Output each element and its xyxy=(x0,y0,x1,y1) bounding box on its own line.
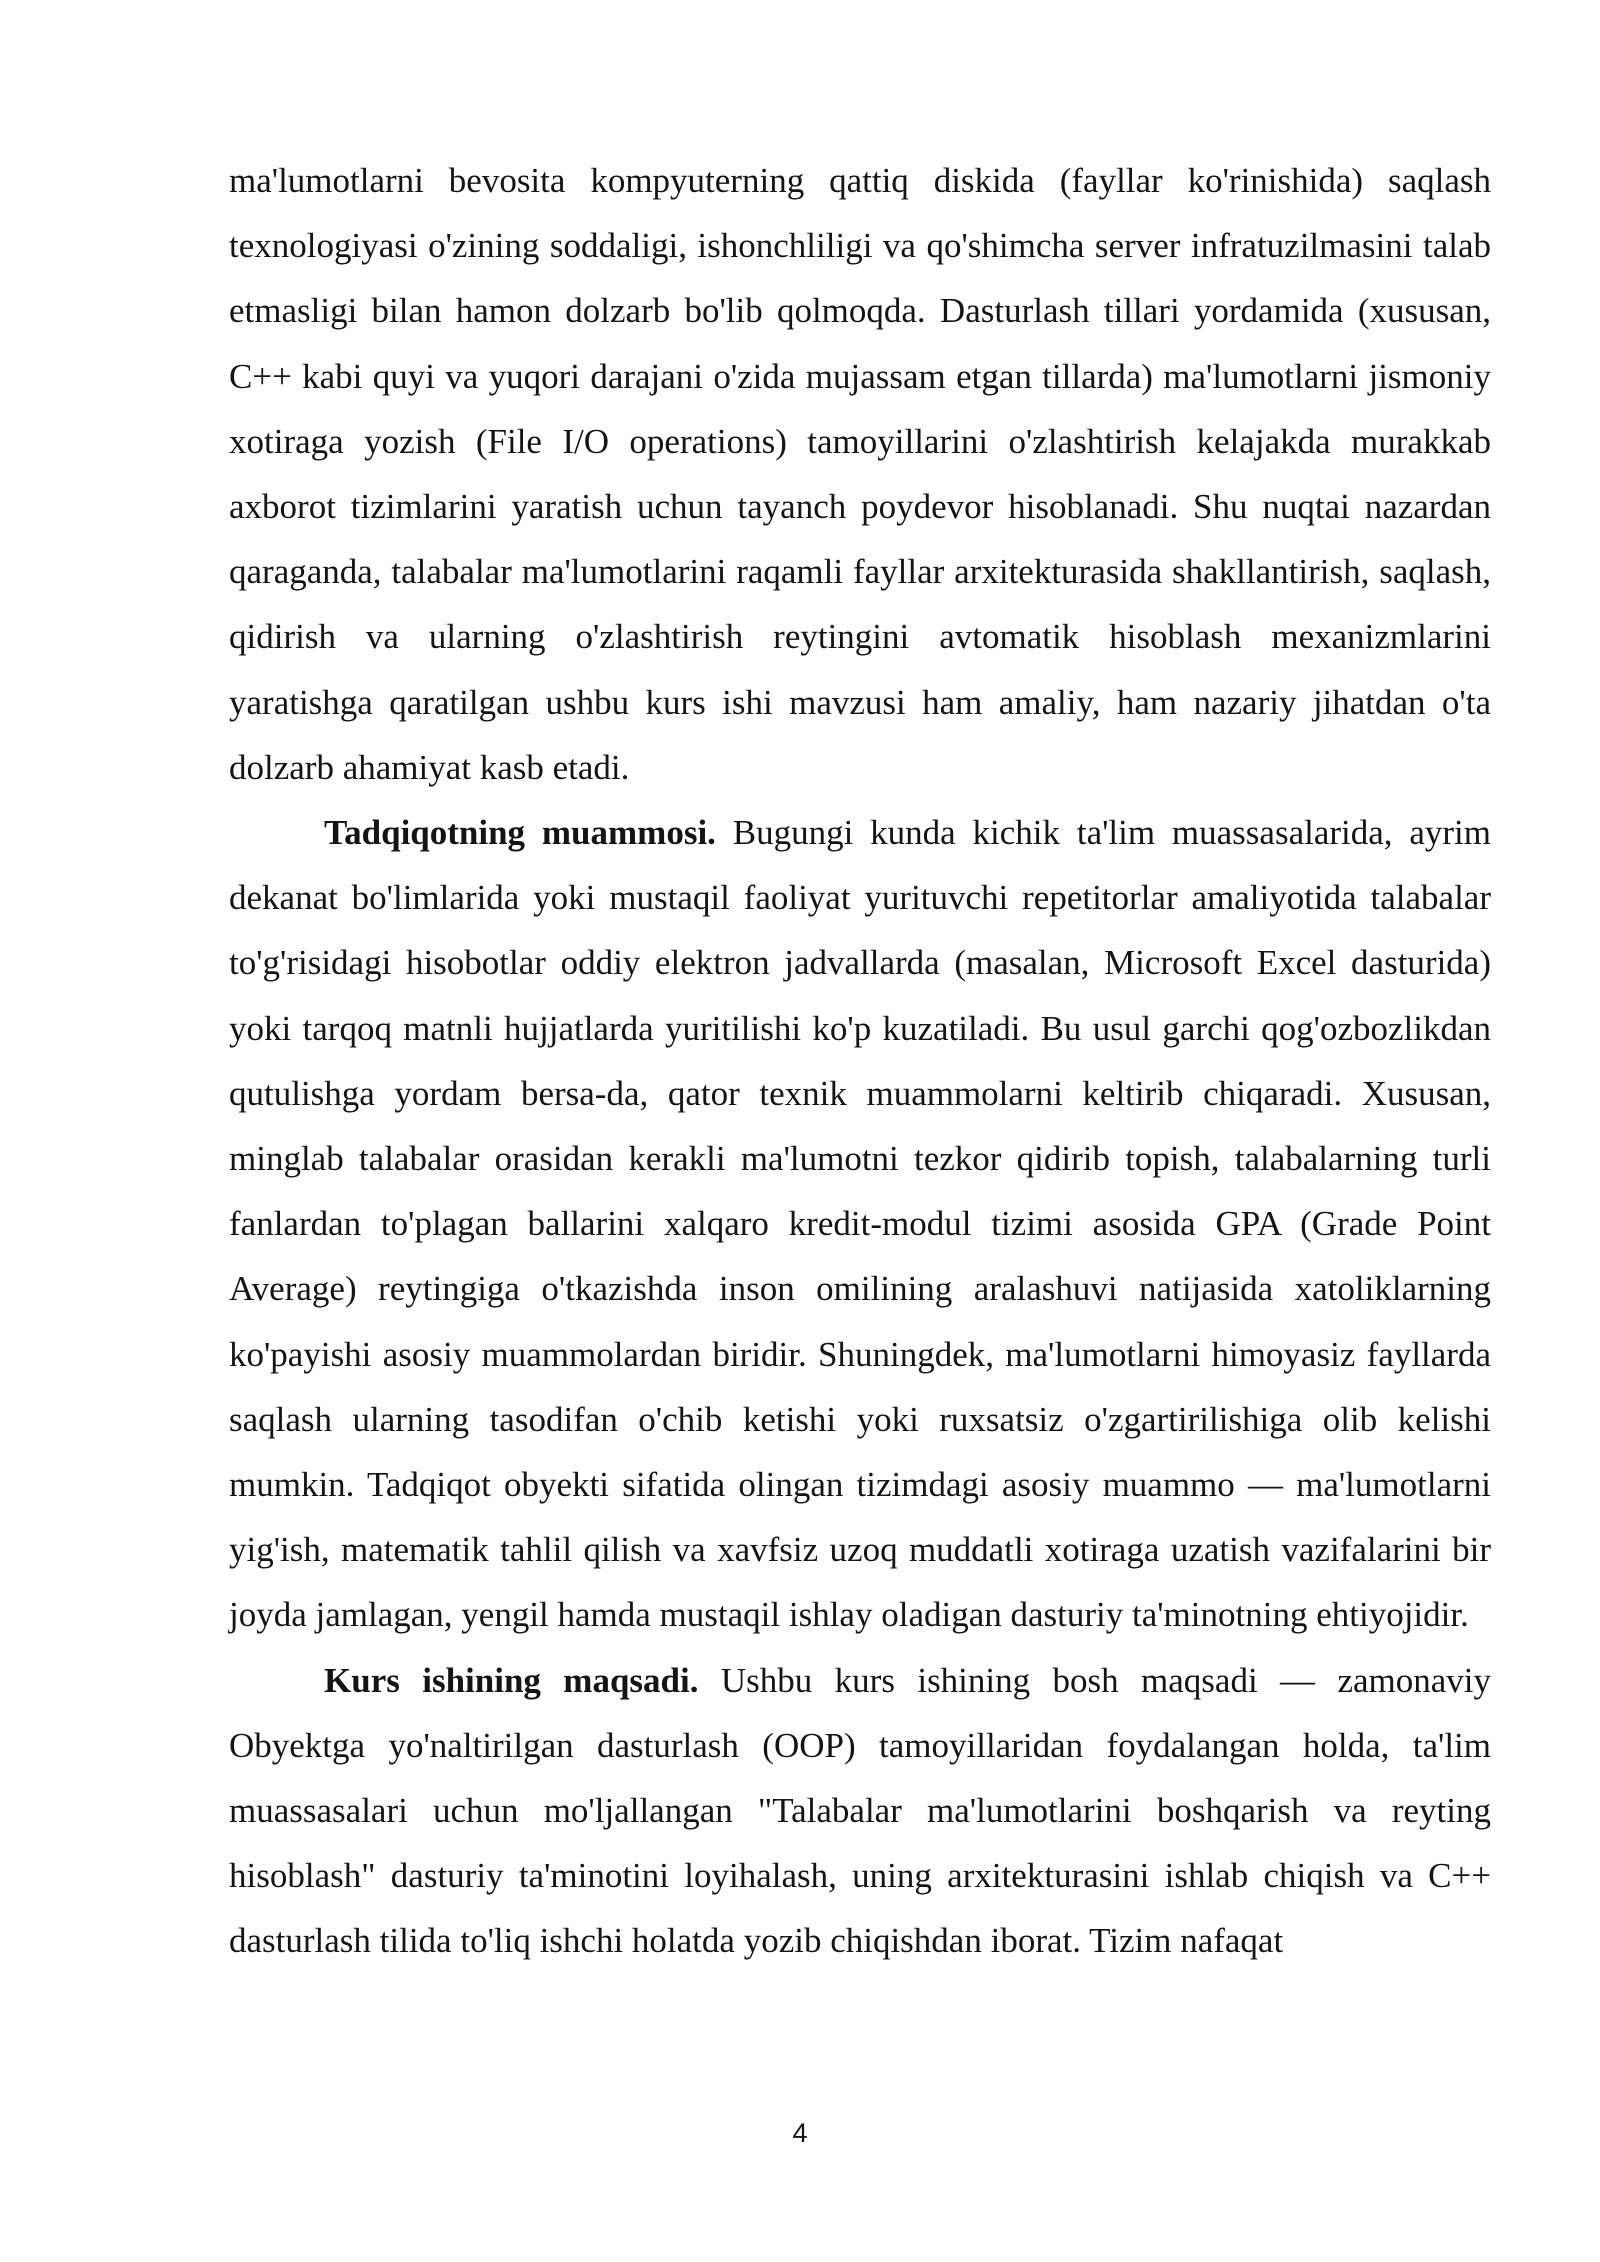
paragraph-text: ma'lumotlarni bevosita kompyuterning qattiq diskida (fayllar ko'rinishida) saqlash texnologiyasi o'zining soddaligi, ishonchliligi va qo'shimcha server infratuzilmasini talab etmasligi bilan hamon dolzarb bo'lib qolmoqda. Dasturlash tillari yordamida (xususan, C++ kabi quyi va yuqori darajani o'zida mujassam etgan tillarda) ma'lumotlarni jismoniy xotiraga yozish (File I/O operations) tamoyillarini o'zlashtirish kelajakda murakkab axborot tizimlarini yaratish uchun tayanch poydevor hisoblanadi. Shu nuqtai nazardan qaraganda, talabalar ma'lumotlarini raqamli fayllar arxitekturasida shakllantirish, saqlash, qidirish va ularning o'zlashtirish reytingini avtomatik hisoblash mexanizmlarini yaratishga qaratilgan ushbu kurs ishi mavzusi ham amaliy, ham nazariy jihatdan o'ta dolzarb ahamiyat kasb etadi. xyxy=(229,161,1491,787)
paragraph-heading: Tadqiqotning muammosi. xyxy=(324,813,716,853)
paragraph-intro-continuation xyxy=(229,148,1491,800)
paragraph-text: Ushbu kurs ishining bosh maqsadi — zamonaviy Obyektga yo'naltirilgan dasturlash (OOP) tamoyillaridan foydalangan holda, ta'lim muassasalari uchun mo'ljallangan "Talabalar ma'lumotlarini boshqarish va reyting hisoblash" dasturiy ta'minotini loyihalash, uning arxitekturasini ishlab chiqish va C++ dasturlash tilida to'liq ishchi holatda yozib chiqishdan iborat. Tizim nafaqat xyxy=(229,1660,1491,1961)
page-number: 4 xyxy=(792,2118,808,2148)
paragraph-course-goal xyxy=(229,1648,1491,1974)
paragraph-research-problem xyxy=(229,800,1491,1648)
document-page xyxy=(229,148,1491,1974)
paragraph-text: Bugungi kunda kichik ta'lim muassasalarida, ayrim dekanat bo'limlarida yoki mustaqil faoliyat yurituvchi repetitorlar amaliyotida talabalar to'g'risidagi hisobotlar oddiy elektron jadvallarda (masalan, Microsoft Excel dasturida) yoki tarqoq matnli hujjatlarda yuritilishi ko'p kuzatiladi. Bu usul garchi qog'ozbozlikdan qutulishga yordam bersa-da, qator texnik muammolarni keltirib chiqaradi. Xususan, minglab talabalar orasidan kerakli ma'lumotni tezkor qidirib topish, talabalarning turli fanlardan to'plagan ballarini xalqaro kredit-modul tizimi asosida GPA (Grade Point Average) reytingiga o'tkazishda inson omilining aralashuvi natijasida xatoliklarning ko'payishi asosiy muammolardan biridir. Shuningdek, ma'lumotlarni himoyasiz fayllarda saqlash ularning tasodifan o'chib ketishi yoki ruxsatsiz o'zgartirilishiga olib kelishi mumkin. Tadqiqot obyekti sifatida olingan tizimdagi asosiy muammo — ma'lumotlarni yig'ish, matematik tahlil qilish va xavfsiz uzoq muddatli xotiraga uzatish vazifalarini bir joyda jamlagan, yengil hamda mustaqil ishlay oladigan dasturiy ta'minotning ehtiyojidir. xyxy=(229,813,1491,1635)
paragraph-heading: Kurs ishining maqsadi. xyxy=(324,1660,699,1700)
